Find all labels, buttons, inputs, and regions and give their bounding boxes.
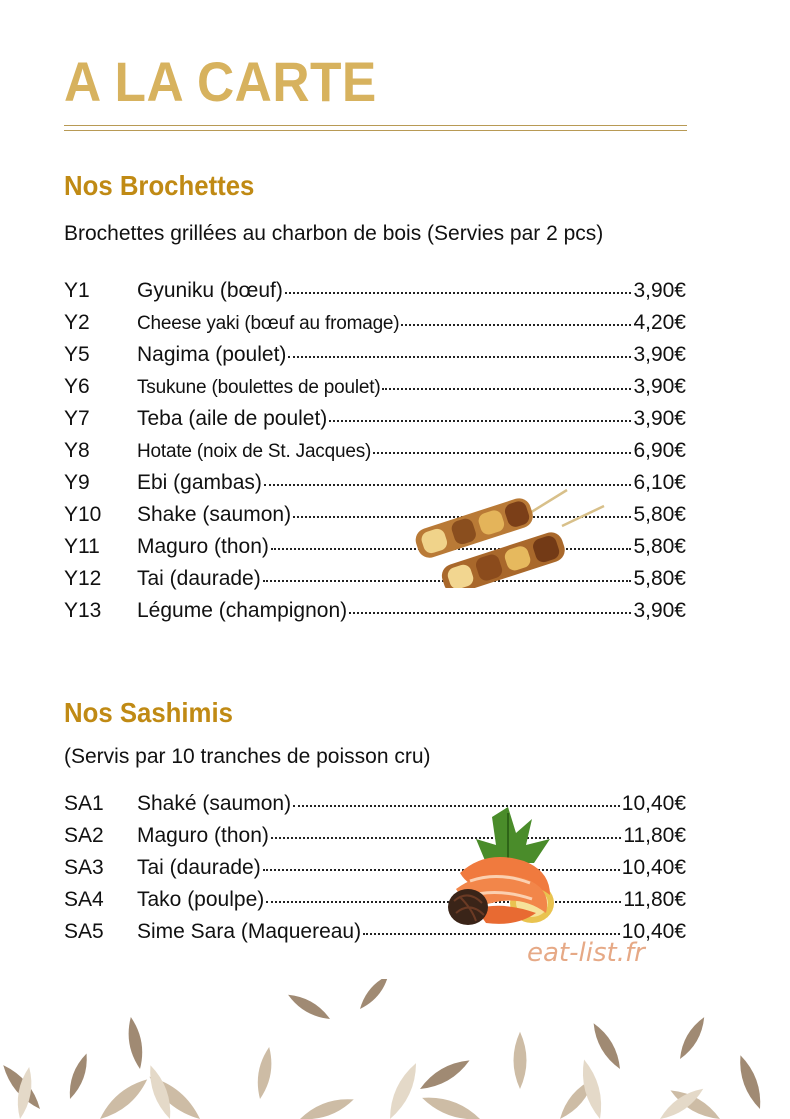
item-name: Sime Sara (Maquereau) — [137, 920, 362, 943]
brochettes-subtitle: Brochettes grillées au charbon de bois (Servies par 2 pcs) — [64, 222, 604, 245]
item-price: 10,40€ — [621, 920, 686, 943]
dot-leader — [349, 612, 631, 614]
dot-leader — [266, 901, 621, 903]
menu-item — [64, 371, 686, 403]
item-name: Tsukune (boulettes de poulet) — [137, 377, 381, 398]
item-name: Hotate (noix de St. Jacques) — [137, 441, 372, 462]
item-price: 6,10€ — [633, 471, 686, 494]
dot-leader — [382, 388, 631, 390]
item-code: Y10 — [64, 503, 102, 526]
item-price: 5,80€ — [633, 567, 686, 590]
item-price: 3,90€ — [633, 407, 686, 430]
item-price: 11,80€ — [623, 888, 686, 911]
sashimis-subtitle: (Servis par 10 tranches de poisson cru) — [64, 745, 431, 768]
item-name: Teba (aile de poulet) — [137, 407, 328, 430]
menu-item — [64, 307, 686, 339]
item-code: Y7 — [64, 407, 90, 430]
item-code: SA2 — [64, 824, 104, 847]
item-code: Y8 — [64, 439, 90, 462]
menu-item — [64, 275, 686, 307]
salmon-sashimi-photo — [446, 805, 568, 931]
item-name: Gyuniku (bœuf) — [137, 279, 283, 302]
item-code: Y2 — [64, 311, 90, 334]
item-code: SA3 — [64, 856, 104, 879]
item-name: Maguro (thon) — [137, 824, 269, 847]
page-title: A LA CARTE — [64, 50, 377, 113]
item-name: Légume (champignon) — [137, 599, 348, 622]
brochettes-heading: Nos Brochettes — [64, 170, 255, 201]
dot-leader — [363, 933, 620, 935]
item-name: Maguro (thon) — [137, 535, 269, 558]
menu-item — [64, 595, 686, 627]
menu-item — [64, 820, 686, 852]
dot-leader — [329, 420, 631, 422]
dot-leader — [401, 324, 631, 326]
menu-item — [64, 403, 686, 435]
item-code: SA5 — [64, 920, 104, 943]
menu-item — [64, 884, 686, 916]
item-price: 10,40€ — [621, 792, 686, 815]
item-price: 3,90€ — [633, 375, 686, 398]
skewer-photo — [412, 484, 612, 588]
item-name: Cheese yaki (bœuf au fromage) — [137, 313, 400, 334]
leaf-pattern — [0, 979, 790, 1119]
item-code: Y6 — [64, 375, 90, 398]
item-price: 4,20€ — [633, 311, 686, 334]
menu-item — [64, 852, 686, 884]
item-name: Ebi (gambas) — [137, 471, 262, 494]
title-divider — [64, 125, 687, 131]
item-code: SA4 — [64, 888, 104, 911]
item-name: Shake (saumon) — [137, 503, 292, 526]
item-name: Tai (daurade) — [137, 567, 261, 590]
watermark-text: eat-list.fr — [527, 938, 645, 968]
item-code: Y12 — [64, 567, 102, 590]
item-code: Y5 — [64, 343, 90, 366]
item-price: 6,90€ — [633, 439, 686, 462]
item-price: 3,90€ — [633, 343, 686, 366]
item-price: 5,80€ — [633, 503, 686, 526]
item-name: Shaké (saumon) — [137, 792, 292, 815]
menu-item — [64, 788, 686, 820]
item-price: 5,80€ — [633, 535, 686, 558]
sashimis-list — [64, 788, 686, 948]
item-code: Y11 — [64, 535, 100, 558]
item-code: Y9 — [64, 471, 90, 494]
item-code: Y13 — [64, 599, 102, 622]
item-name: Tako (poulpe) — [137, 888, 265, 911]
menu-item — [64, 435, 686, 467]
item-price: 3,90€ — [633, 279, 686, 302]
item-code: Y1 — [64, 279, 90, 302]
dot-leader — [285, 292, 632, 294]
menu-item — [64, 339, 686, 371]
dot-leader — [373, 452, 631, 454]
item-name: Tai (daurade) — [137, 856, 261, 879]
item-price: 3,90€ — [633, 599, 686, 622]
item-name: Nagima (poulet) — [137, 343, 287, 366]
item-price: 11,80€ — [623, 824, 686, 847]
dot-leader — [288, 356, 631, 358]
item-price: 10,40€ — [621, 856, 686, 879]
sashimis-heading: Nos Sashimis — [64, 697, 233, 728]
item-code: SA1 — [64, 792, 104, 815]
